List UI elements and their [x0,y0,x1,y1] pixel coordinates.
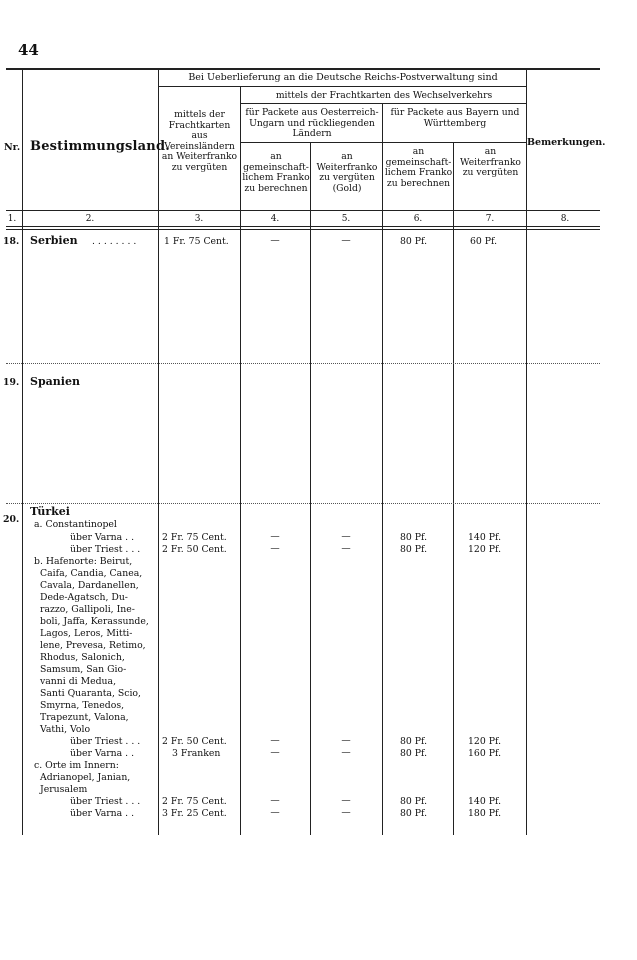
rule-under-colnums-1 [6,226,600,227]
cell-c5: — [341,235,351,246]
route-b1: über Triest . . . [70,736,141,747]
top-rule [6,68,600,70]
cell-a1-c6: 80 Pf. [400,532,428,543]
header-col7: an Weiterfranko zu vergüten [460,146,521,178]
cell-b1-c3: 2 Fr. 50 Cent. [162,736,227,747]
row-land: Spanien [30,375,80,388]
b-line: Lagos, Leros, Mitti- [40,628,133,639]
header-col5: an Weiterfranko zu vergüten (Gold) [316,151,378,194]
cell-c2-c3: 3 Fr. 25 Cent. [162,808,227,819]
vline-6 [453,142,454,835]
c-line: Adrianopel, Janian, [40,772,131,783]
row-nr: 20. [3,514,20,525]
vline-4 [310,142,311,835]
header-top-span: Bei Ueberlieferung an die Deutsche Reichs-Postverwaltung sind [188,72,498,83]
colnum-3: 3. [194,214,204,224]
cell-a2-c4: — [270,543,280,554]
cell-c1-c4: — [270,795,280,806]
colnum-2: 2. [85,214,95,224]
row-nr: 19. [3,377,20,388]
cell-c2-c5: — [341,807,351,818]
b-line: Caifa, Candia, Canea, [40,568,143,579]
b-line: vanni di Medua, [40,676,117,687]
row-land: Serbien [30,234,78,247]
header-wechsel-span: mittels der Frachtkarten des Wechselverkehrs [275,90,493,101]
row-separator-1 [6,363,600,364]
b-line: lene, Prevesa, Retimo, [40,640,146,651]
header-col4: an gemeinschaft-lichem Franko zu berechnen [242,151,310,194]
rule-under-span [158,86,526,87]
cell-a1-c3: 2 Fr. 75 Cent. [162,532,227,543]
row-dots: . . . . . . . . [92,236,137,247]
row-land: Türkei [30,505,70,518]
section-a-label: a. Constantinopel [34,519,117,530]
b-line: Trapezunt, Valona, [40,712,129,723]
cell-b1-c4: — [270,735,280,746]
cell-a2-c3: 2 Fr. 50 Cent. [162,544,227,555]
cell-a2-c7: 120 Pf. [468,544,502,555]
route-c2: über Varna . . [70,808,135,819]
route-b2: über Varna . . [70,748,135,759]
cell-c1-c3: 2 Fr. 75 Cent. [162,796,227,807]
cell-c2-c4: — [270,807,280,818]
vline-2 [158,70,159,835]
colnum-1: 1. [7,214,17,224]
header-col-nr: Nr. [4,142,21,153]
cell-a2-c5: — [341,543,351,554]
header-bayern-span: für Packete aus Bayern und Württemberg [390,107,520,129]
b-line: razzo, Gallipoli, Ine- [40,604,135,615]
header-col-bemerkungen: Bemerkungen. [527,137,606,148]
cell-b1-c6: 80 Pf. [400,736,428,747]
page-number: 44 [18,41,39,59]
header-col-land: Bestimmungsland. [30,139,170,154]
cell-b1-c7: 120 Pf. [468,736,502,747]
cell-c2-c6: 80 Pf. [400,808,428,819]
cell-b1-c5: — [341,735,351,746]
vline-5 [382,103,383,835]
rule-under-colnums-2 [6,229,600,230]
colnum-8: 8. [560,214,570,224]
b-line: Samsum, San Gio- [40,664,127,675]
row-separator-2 [6,503,600,504]
cell-c1-c7: 140 Pf. [468,796,502,807]
cell-c4: — [270,235,280,246]
cell-c7: 60 Pf. [470,236,498,247]
b-line: b. Hafenorte: Beirut, [34,556,133,567]
colnum-5: 5. [341,214,351,224]
b-line: Vathi, Volo [40,724,91,735]
cell-c1-c6: 80 Pf. [400,796,428,807]
cell-b2-c3: 3 Franken [172,748,221,759]
colnum-7: 7. [485,214,495,224]
cell-a1-c7: 140 Pf. [468,532,502,543]
vline-3 [240,86,241,835]
row-nr: 18. [3,236,20,247]
cell-c3: 1 Fr. 75 Cent. [164,236,229,247]
b-line: Rhodus, Salonich, [40,652,125,663]
b-line: Cavala, Dardanellen, [40,580,139,591]
b-line: Smyrna, Tenedos, [40,700,125,711]
cell-a2-c6: 80 Pf. [400,544,428,555]
cell-b2-c6: 80 Pf. [400,748,428,759]
cell-c1-c5: — [341,795,351,806]
rule-under-oest [240,142,382,143]
cell-c2-c7: 180 Pf. [468,808,502,819]
header-col6: an gemeinschaft-lichem Franko zu berechnen [384,146,453,189]
rule-under-wechsel [240,103,526,104]
route-c1: über Triest . . . [70,796,141,807]
rule-above-colnums [6,210,600,211]
vline-7 [526,70,527,835]
b-line: Santi Quaranta, Scio, [40,688,141,699]
route-a1: über Varna . . [70,532,135,543]
b-line: boli, Jaffa, Kerassunde, [40,616,149,627]
b-line: Dede-Agatsch, Du- [40,592,128,603]
cell-a1-c4: — [270,531,280,542]
cell-c6: 80 Pf. [400,236,428,247]
cell-b2-c5: — [341,747,351,758]
rule-under-bayern [382,142,526,143]
colnum-4: 4. [270,214,280,224]
cell-b2-c7: 160 Pf. [468,748,502,759]
c-line: Jerusalem [40,784,88,795]
vline-1 [22,70,23,835]
cell-a1-c5: — [341,531,351,542]
route-a2: über Triest . . . [70,544,141,555]
header-col3: mittels der Frachtkarten aus Vereinsländern an Weiterfranko zu vergüten [161,109,238,173]
c-line: c. Orte im Innern: [34,760,119,771]
colnum-6: 6. [413,214,423,224]
header-oesterreich-span: für Packete aus Oesterreich-Ungarn und rückliegenden Ländern [245,107,379,139]
cell-b2-c4: — [270,747,280,758]
